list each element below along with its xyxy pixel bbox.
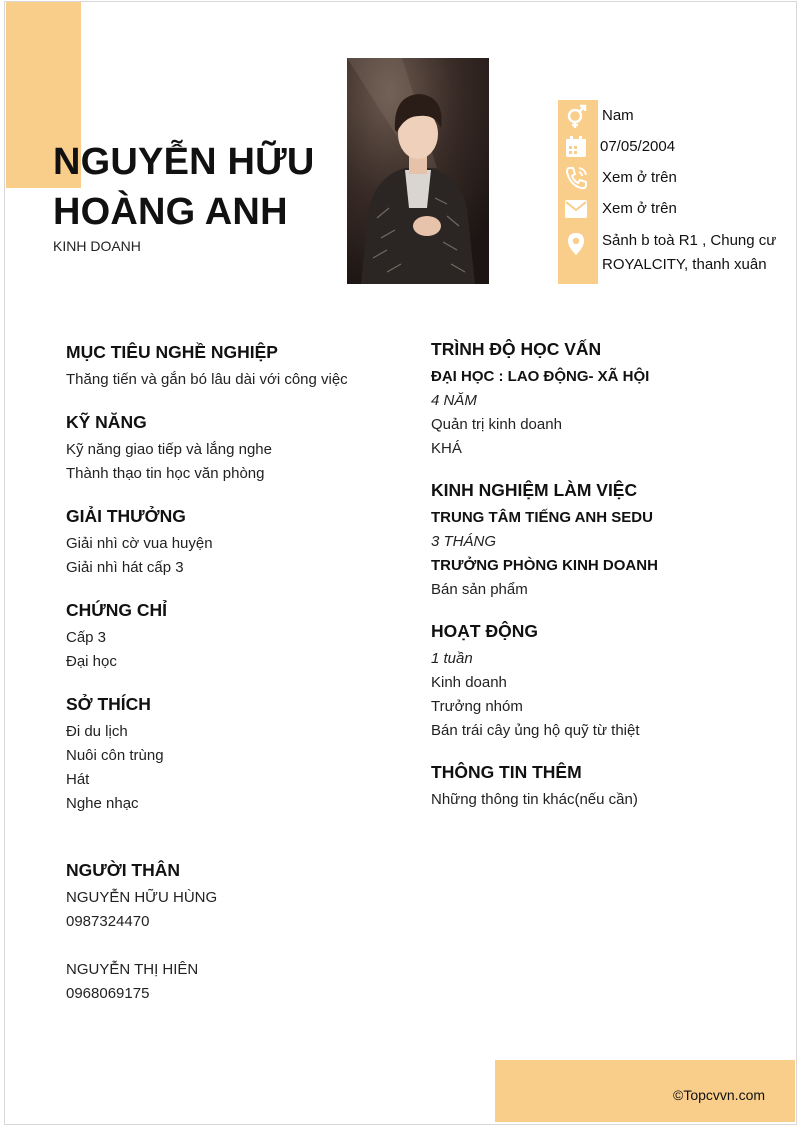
email-icon <box>564 197 590 221</box>
right-column <box>431 337 658 812</box>
hobby-item: Hát <box>66 771 90 788</box>
hobby-item: Nghe nhạc <box>66 795 139 812</box>
contact-birthday <box>558 133 797 161</box>
award-item: Giải nhì hát cấp 3 <box>66 559 184 576</box>
activities-section <box>431 619 658 743</box>
location-icon <box>564 232 590 256</box>
birthday-value: 07/05/2004 <box>600 138 676 155</box>
experience-task: Bán sản phẩm <box>431 581 528 598</box>
education-grade: KHÁ <box>431 440 462 457</box>
awards-title: GIẢI THƯỞNG <box>66 506 186 526</box>
activity-item: Kinh doanh <box>431 674 507 691</box>
gender-value: Nam <box>602 107 634 124</box>
experience-company: TRUNG TÂM TIẾNG ANH SEDU <box>431 509 653 526</box>
address-value <box>602 229 788 277</box>
skills-section <box>66 410 348 486</box>
relative-2-phone: 0968069175 <box>66 985 150 1002</box>
name-line-2: HOÀNG ANH <box>53 191 288 233</box>
cv-page <box>4 1 797 1125</box>
education-school: ĐẠI HỌC : LAO ĐỘNG- XÃ HỘI <box>431 368 650 385</box>
education-section <box>431 337 658 461</box>
education-major: Quản trị kinh doanh <box>431 416 562 433</box>
more-info-section <box>431 760 658 812</box>
calendar-icon <box>564 135 590 159</box>
hobbies-title: SỞ THÍCH <box>66 694 151 714</box>
objective-title: MỤC TIÊU NGHỀ NGHIỆP <box>66 342 278 362</box>
education-title: TRÌNH ĐỘ HỌC VẤN <box>431 339 602 359</box>
left-column <box>66 340 348 1006</box>
phone-value: Xem ở trên <box>602 169 677 186</box>
contact-gender <box>558 102 797 130</box>
skill-item: Kỹ năng giao tiếp và lắng nghe <box>66 441 272 458</box>
hobby-item: Nuôi côn trùng <box>66 747 164 764</box>
activity-item: Trưởng nhóm <box>431 698 523 715</box>
relatives-section <box>66 858 348 1006</box>
experience-title: KINH NGHIỆM LÀM VIỆC <box>431 480 638 500</box>
contact-phone <box>558 164 797 192</box>
candidate-name <box>53 137 315 237</box>
skills-title: KỸ NĂNG <box>66 412 147 432</box>
gender-icon <box>564 104 590 128</box>
relative-1-name: NGUYỄN HỮU HÙNG <box>66 889 218 906</box>
contact-email <box>558 195 797 223</box>
more-info-title: THÔNG TIN THÊM <box>431 762 582 782</box>
experience-duration: 3 THÁNG <box>431 533 497 550</box>
experience-section <box>431 478 658 602</box>
awards-section <box>66 504 348 580</box>
profile-photo-illustration <box>347 58 489 284</box>
contact-address <box>558 230 797 282</box>
certificates-section <box>66 598 348 674</box>
experience-position: TRƯỞNG PHÒNG KINH DOANH <box>431 557 658 574</box>
relative-2-name: NGUYỄN THỊ HIÊN <box>66 961 199 978</box>
certificate-item: Cấp 3 <box>66 629 107 646</box>
skill-item: Thành thạo tin học văn phòng <box>66 465 265 482</box>
phone-icon <box>564 166 590 190</box>
certificates-title: CHỨNG CHỈ <box>66 600 168 620</box>
hobby-item: Đi du lịch <box>66 723 128 740</box>
address-line-1: Sảnh b toà R1 , Chung cư <box>602 232 777 249</box>
activities-duration: 1 tuần <box>431 650 473 667</box>
relative-1-phone: 0987324470 <box>66 913 150 930</box>
email-value: Xem ở trên <box>602 200 677 217</box>
address-line-2: ROYALCITY, thanh xuân <box>602 256 767 273</box>
activities-title: HOẠT ĐỘNG <box>431 621 538 641</box>
more-info-text: Những thông tin khác(nếu cần) <box>431 791 638 808</box>
name-line-1: NGUYỄN HỮU <box>53 141 315 183</box>
copyright-text: ©Topcvvn.com <box>673 1087 766 1103</box>
relatives-title: NGƯỜI THÂN <box>66 860 181 880</box>
education-duration: 4 NĂM <box>431 392 477 409</box>
hobbies-section <box>66 692 348 816</box>
job-title: KINH DOANH <box>53 238 141 254</box>
profile-photo <box>347 58 489 284</box>
activity-item: Bán trái cây ủng hộ quỹ từ thiệt <box>431 722 640 739</box>
objective-text: Thăng tiến và gắn bó lâu dài với công việc <box>66 371 348 388</box>
certificate-item: Đại học <box>66 653 117 670</box>
objective-section <box>66 340 348 392</box>
award-item: Giải nhì cờ vua huyện <box>66 535 213 552</box>
